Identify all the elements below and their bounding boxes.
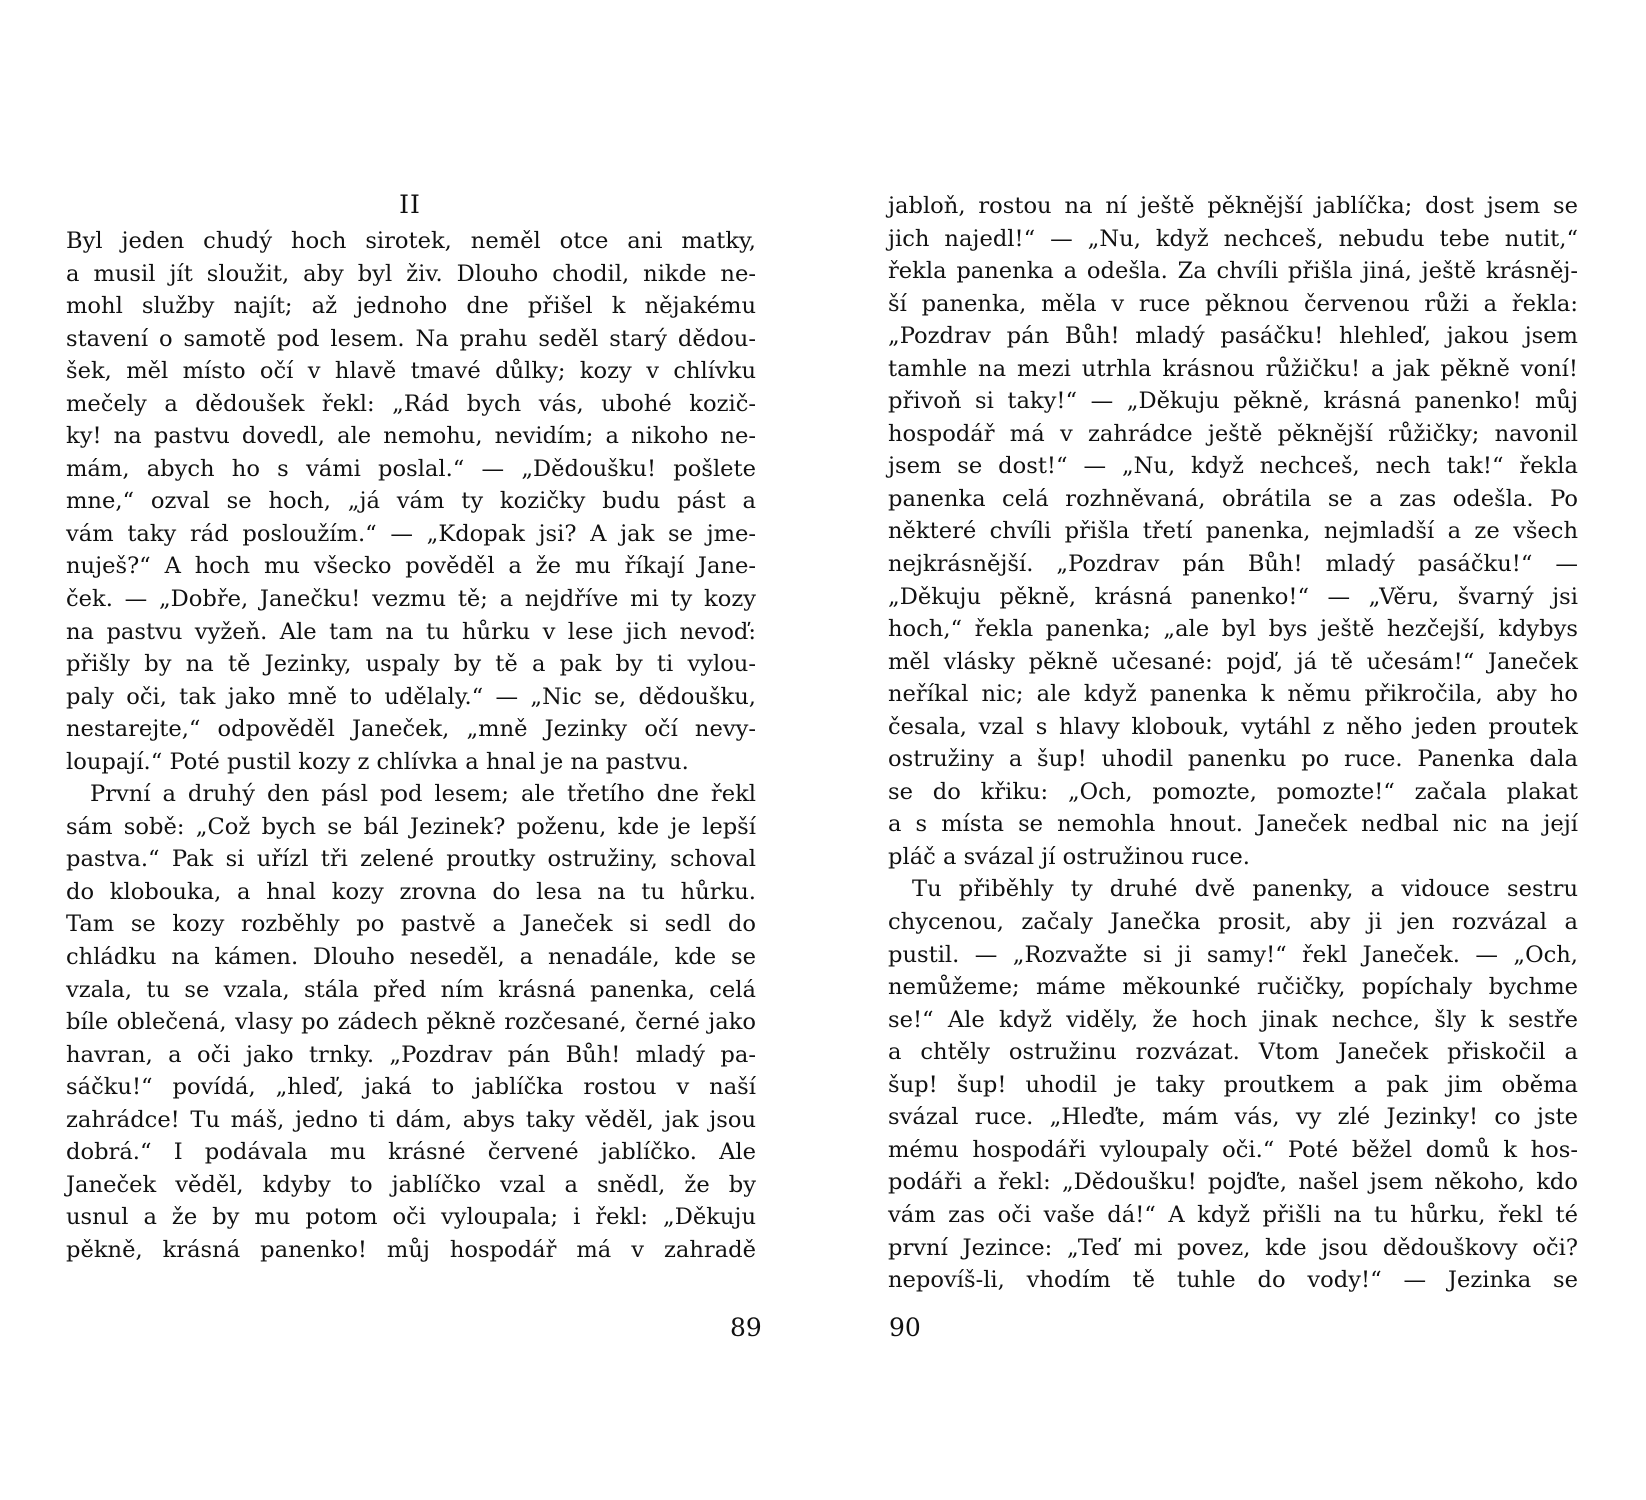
text-line: přivoň si taky!“ — „Děkuju pěkně, krásná panenko! můj [888, 388, 1578, 415]
text-line: Janeček věděl, kdyby to jablíčko vzal a snědl, že by [66, 1171, 756, 1198]
text-line: stavení o samotě pod lesem. Na prahu seděl starý dědou- [66, 325, 756, 352]
text-line: jsem se dost!“ — „Nu, když nechceš, nech tak!“ řekla [888, 453, 1578, 480]
text-line: zahrádce! Tu máš, jedno ti dám, abys taky věděl, jak jsou [66, 1106, 756, 1133]
text-line: ček. — „Dobře, Janečku! vezmu tě; a nejdříve mi ty kozy [66, 586, 756, 613]
text-line: pastva.“ Pak si uřízl tři zelené proutky ostružiny, schoval [66, 846, 756, 873]
text-line: pláč a svázal jí ostružinou ruce. [888, 843, 1250, 870]
text-line: nemůžeme; máme měkounké ručičky, popíchaly bychme [888, 974, 1578, 1001]
text-line: vám zas oči vaše dá!“ A když přišli na tu hůrku, řekl té [888, 1201, 1578, 1228]
page-number: 90 [889, 1313, 921, 1342]
text-line: řekla panenka a odešla. Za chvíli přišla jiná, ještě krásněj- [888, 258, 1578, 285]
text-line: ostružiny a šup! uhodil panenku po ruce. Panenka dala [888, 746, 1578, 773]
text-line: některé chvíli přišla třetí panenka, nejmladší a ze všech [888, 518, 1578, 545]
text-line: měl vlásky pěkně učesané: pojď, já tě učesám!“ Janeček [888, 648, 1578, 675]
text-line: na pastvu vyžeň. Ale tam na tu hůrku v lese jich nevoď: [66, 618, 756, 645]
text-line: hospodář má v zahrádce ještě pěknější růžičky; navonil [888, 420, 1578, 447]
text-line: jabloň, rostou na ní ještě pěknější jablíčka; dost jsem se [888, 193, 1578, 219]
chapter-heading: II [399, 190, 421, 219]
text-line: přišly by na tě Jezinky, uspaly by tě a pak by ti vylou- [66, 651, 756, 678]
text-line: se do křiku: „Och, pomozte, pomozte!“ začala plakat [888, 778, 1578, 805]
text-line: nuješ?“ A hoch mu všecko pověděl a že mu říkají Jane- [66, 553, 756, 580]
text-line: nestarejte,“ odpověděl Janeček, „mně Jezinky očí nevy- [66, 716, 756, 743]
text-line: ší panenka, měla v ruce pěknou červenou růži a řekla: [888, 290, 1578, 317]
text-line: mečely a dědoušek řekl: „Rád bych vás, ubohé kozič- [66, 390, 756, 417]
text-line: mám, abych ho s vámi poslal.“ — „Dědoušku! pošlete [66, 455, 756, 482]
left-page-text [66, 225, 756, 1267]
text-line: paly oči, tak jako mně to udělaly.“ — „Nic se, dědoušku, [66, 683, 756, 710]
page-number: 89 [730, 1313, 762, 1342]
text-line: se!“ Ale když viděly, že hoch jinak nechce, šly k sestře [888, 1006, 1578, 1033]
text-line: nepovíš-li, vhodím tě tuhle do vody!“ — Jezinka se [888, 1267, 1578, 1294]
text-line: ky! na pastvu dovedl, ale nemohu, nevidím; a nikoho ne- [66, 423, 756, 450]
text-line: dobrá.“ I podávala mu krásné červené jablíčko. Ale [66, 1139, 756, 1166]
right-page-text [888, 190, 1578, 1297]
text-line: sáčku!“ povídá, „hleď, jaká to jablíčka rostou v naší [66, 1074, 756, 1101]
text-line: a chtěly ostružinu rozvázat. Vtom Janeček přiskočil a [888, 1039, 1578, 1066]
text-line: šup! šup! uhodil je taky proutkem a pak jim oběma [888, 1071, 1578, 1098]
text-line: česala, vzal s hlavy klobouk, vytáhl z něho jeden proutek [888, 713, 1578, 740]
text-line: chycenou, začaly Janečka prosit, aby ji jen rozvázal a [888, 909, 1578, 936]
text-line: Tu přiběhly ty druhé dvě panenky, a vidouce sestru [912, 876, 1578, 903]
text-line: neříkal nic; ale když panenka k němu přikročila, aby ho [888, 681, 1578, 708]
text-line: mne,“ ozval se hoch, „já vám ty kozičky budu pást a [66, 488, 756, 515]
text-line: chládku na kámen. Dlouho neseděl, a nenadále, kde se [66, 944, 756, 971]
text-line: a s místa se nemohla hnout. Janeček nedbal nic na její [888, 811, 1578, 838]
text-line: vám taky rád posloužím.“ — „Kdopak jsi? A jak se jme- [66, 520, 756, 547]
text-line: Tam se kozy rozběhly po pastvě a Janeček si sedl do [66, 911, 756, 938]
text-line: mému hospodáři vyloupaly oči.“ Poté běžel domů k hos- [888, 1136, 1578, 1163]
right-page [823, 0, 1646, 1500]
text-line: nejkrásnější. „Pozdrav pán Bůh! mladý pasáčku!“ — [888, 551, 1578, 578]
text-line: hoch,“ řekla panenka; „ale byl bys ještě hezčejší, kdybys [888, 616, 1578, 643]
text-line: vzala, tu se vzala, stála před ním krásná panenka, celá [66, 976, 756, 1003]
text-line: sám sobě: „Což bych se bál Jezinek? poženu, kde je lepší [66, 813, 756, 840]
text-line: panenka celá rozhněvaná, obrátila se a zas odešla. Po [888, 485, 1578, 512]
text-line: svázal ruce. „Hleďte, mám vás, vy zlé Jezinky! co jste [888, 1104, 1578, 1131]
text-line: bíle oblečená, vlasy po zádech pěkně rozčesané, černé jako [66, 1009, 756, 1036]
text-line: podáři a řekl: „Dědoušku! pojďte, našel jsem někoho, kdo [888, 1169, 1578, 1196]
text-line: havran, a oči jako trnky. „Pozdrav pán Bůh! mladý pa- [66, 1041, 756, 1068]
text-line: usnul a že by mu potom oči vyloupala; i řekl: „Děkuju [66, 1204, 756, 1231]
text-line: pustil. — „Rozvažte si ji samy!“ řekl Janeček. — „Och, [888, 941, 1578, 968]
text-line: pěkně, krásná panenko! můj hospodář má v zahradě [66, 1236, 756, 1263]
text-line: do klobouka, a hnal kozy zrovna do lesa na tu hůrku. [66, 878, 756, 905]
text-line: Byl jeden chudý hoch sirotek, neměl otce ani matky, [66, 228, 756, 254]
text-line: loupají.“ Poté pustil kozy z chlívka a hnal je na pastvu. [66, 748, 689, 775]
text-line: první Jezince: „Teď mi povez, kde jsou dědouškovy oči? [888, 1234, 1578, 1261]
text-line: První a druhý den pásl pod lesem; ale třetího dne řekl [90, 781, 756, 808]
text-line: mohl služby najít; až jednoho dne přišel k nějakému [66, 293, 756, 320]
text-line: „Děkuju pěkně, krásná panenko!“ — „Věru, švarný jsi [888, 583, 1578, 610]
text-line: tamhle na mezi utrhla krásnou růžičku! a jak pěkně voní! [888, 355, 1578, 382]
text-line: šek, měl místo očí v hlavě tmavé důlky; kozy v chlívku [66, 358, 756, 385]
text-line: jich najedl!“ — „Nu, když nechceš, nebudu tebe nutit,“ [888, 225, 1578, 252]
text-line: a musil jít sloužit, aby byl živ. Dlouho chodil, nikde ne- [66, 260, 756, 287]
text-line: „Pozdrav pán Bůh! mladý pasáčku! hlehleď, jakou jsem [888, 323, 1578, 350]
